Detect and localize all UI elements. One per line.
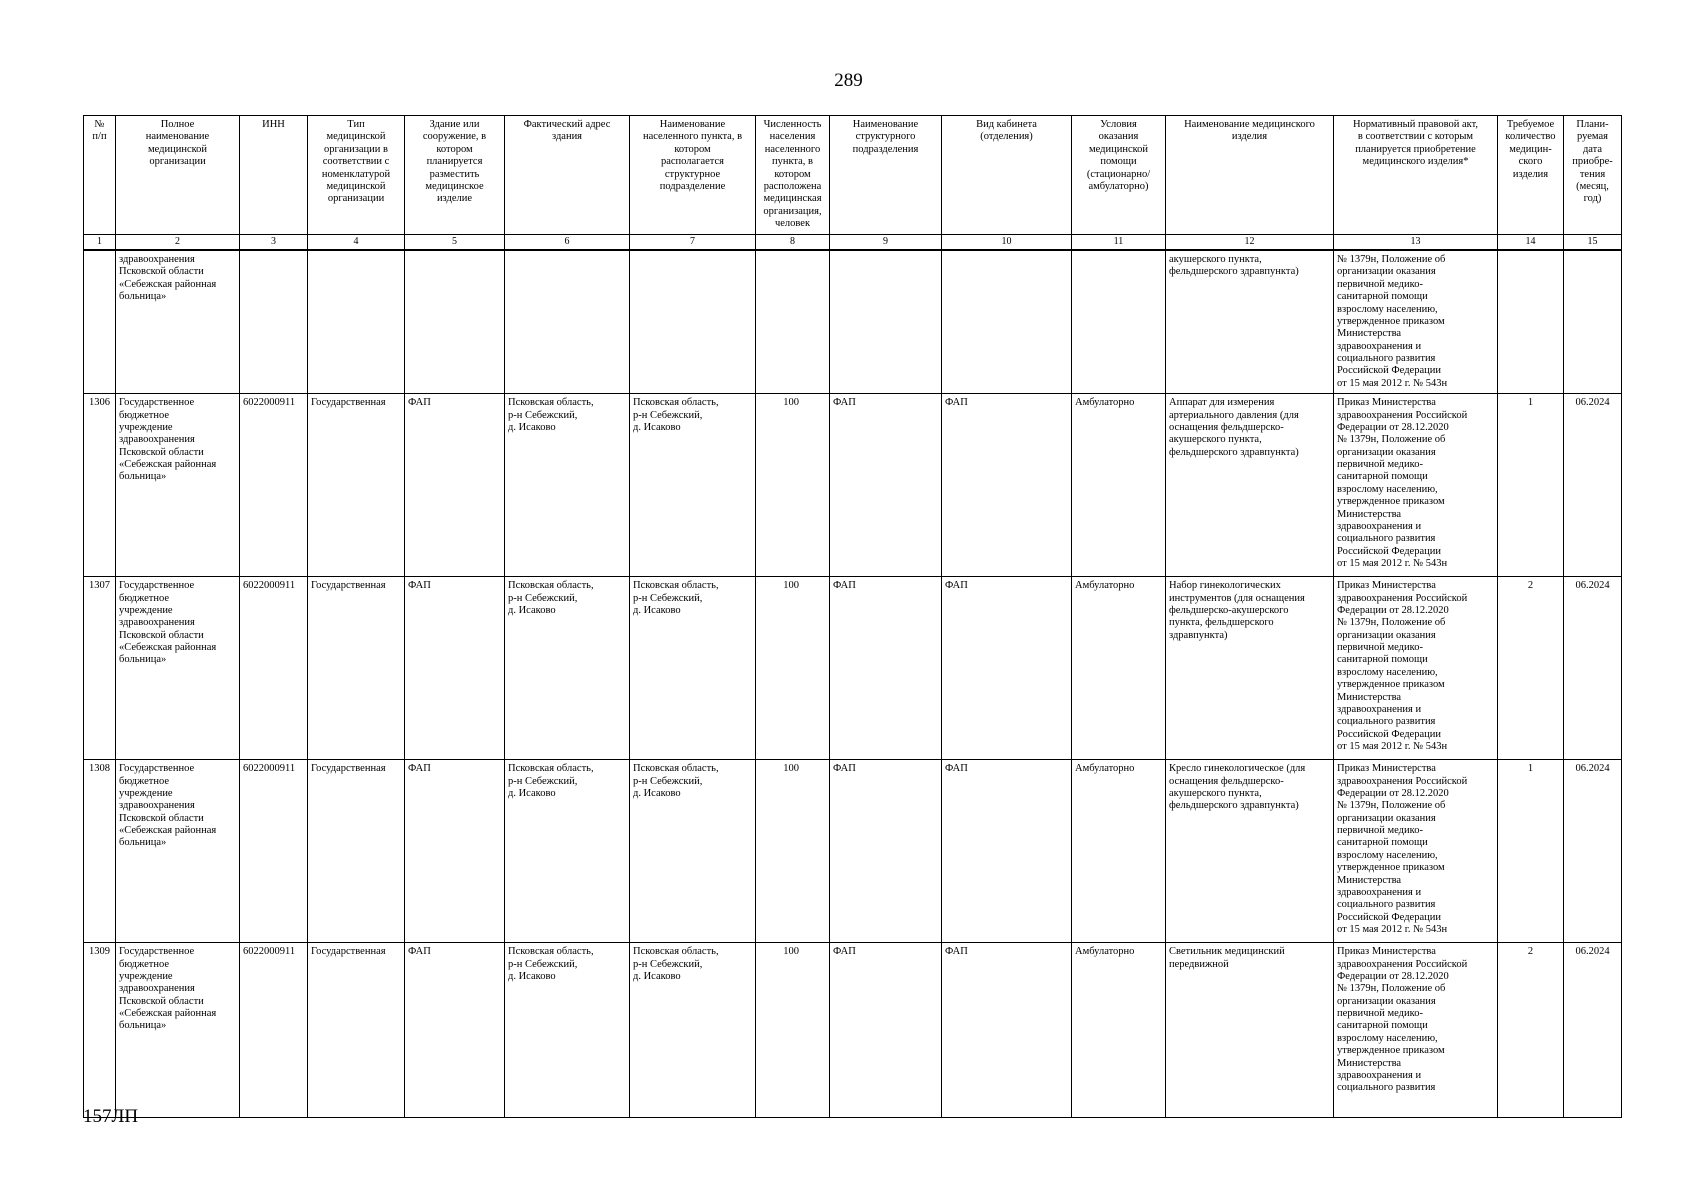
cell-population bbox=[756, 250, 830, 394]
cell-unit: ФАП bbox=[830, 394, 942, 577]
column-number-row bbox=[84, 235, 1622, 251]
cell-num: 1308 bbox=[84, 760, 116, 943]
cell-address: Псковская область, р-н Себежский, д. Исаково bbox=[505, 760, 630, 943]
cell-address: Псковская область, р-н Себежский, д. Исаково bbox=[505, 943, 630, 1118]
column-number: 12 bbox=[1166, 235, 1334, 251]
cell-qty: 1 bbox=[1498, 760, 1564, 943]
column-number: 3 bbox=[240, 235, 308, 251]
cell-act: Приказ Министерства здравоохранения Российской Федерации от 28.12.2020 № 1379н, Положение об организации оказания первичной медико- санитарной помощи взрослому населению, утвержденное приказом Министерства здравоохранения и социального развития Российской Федерации от 15 мая 2012 г. № 543н bbox=[1334, 577, 1498, 760]
cell-date bbox=[1564, 250, 1622, 394]
cell-org: Государственное бюджетное учреждение здравоохранения Псковской области «Себежская районная больница» bbox=[116, 577, 240, 760]
column-number: 11 bbox=[1072, 235, 1166, 251]
cell-type bbox=[308, 250, 405, 394]
cell-conditions: Амбулаторно bbox=[1072, 577, 1166, 760]
cell-population: 100 bbox=[756, 577, 830, 760]
cell-building: ФАП bbox=[405, 394, 505, 577]
cell-building: ФАП bbox=[405, 577, 505, 760]
cell-num: 1307 bbox=[84, 577, 116, 760]
cell-date: 06.2024 bbox=[1564, 943, 1622, 1118]
header-cell: Численность населения населенного пункта, в котором расположена медицинская организация, человек bbox=[756, 116, 830, 235]
cell-settlement: Псковская область, р-н Себежский, д. Исаково bbox=[630, 394, 756, 577]
cell-population: 100 bbox=[756, 394, 830, 577]
column-number: 8 bbox=[756, 235, 830, 251]
cell-inn: 6022000911 bbox=[240, 760, 308, 943]
cell-conditions: Амбулаторно bbox=[1072, 394, 1166, 577]
document-code: 157ЛП bbox=[83, 1106, 139, 1127]
cell-inn: 6022000911 bbox=[240, 577, 308, 760]
cell-act: Приказ Министерства здравоохранения Российской Федерации от 28.12.2020 № 1379н, Положение об организации оказания первичной медико- санитарной помощи взрослому населению, утвержденное приказом Министерства здравоохранения и социального развития Российской Федерации от 15 мая 2012 г. № 543н bbox=[1334, 394, 1498, 577]
table-row bbox=[84, 943, 1622, 1118]
header-cell: ИНН bbox=[240, 116, 308, 235]
cell-cabinet: ФАП bbox=[942, 394, 1072, 577]
column-number: 7 bbox=[630, 235, 756, 251]
cell-type: Государственная bbox=[308, 394, 405, 577]
cell-address: Псковская область, р-н Себежский, д. Исаково bbox=[505, 577, 630, 760]
column-number: 13 bbox=[1334, 235, 1498, 251]
cell-address bbox=[505, 250, 630, 394]
cell-unit: ФАП bbox=[830, 943, 942, 1118]
cell-cabinet: ФАП bbox=[942, 760, 1072, 943]
cell-conditions: Амбулаторно bbox=[1072, 943, 1166, 1118]
column-number: 1 bbox=[84, 235, 116, 251]
cell-date: 06.2024 bbox=[1564, 760, 1622, 943]
column-number: 2 bbox=[116, 235, 240, 251]
cell-population: 100 bbox=[756, 760, 830, 943]
column-number: 9 bbox=[830, 235, 942, 251]
continuation-row bbox=[84, 250, 1622, 394]
header-cell: Наименование населенного пункта, в котором располагается структурное подразделение bbox=[630, 116, 756, 235]
cell-type: Государственная bbox=[308, 577, 405, 760]
cell-org: Государственное бюджетное учреждение здравоохранения Псковской области «Себежская районная больница» bbox=[116, 394, 240, 577]
cell-population: 100 bbox=[756, 943, 830, 1118]
header-cell: Плани- руемая дата приобре- тения (месяц, год) bbox=[1564, 116, 1622, 235]
column-number: 6 bbox=[505, 235, 630, 251]
table-row bbox=[84, 577, 1622, 760]
cell-cabinet bbox=[942, 250, 1072, 394]
header-cell: Тип медицинской организации в соответствии с номенклатурой медицинской организации bbox=[308, 116, 405, 235]
header-cell: Полное наименование медицинской организации bbox=[116, 116, 240, 235]
cell-settlement: Псковская область, р-н Себежский, д. Исаково bbox=[630, 577, 756, 760]
cell-num: 1309 bbox=[84, 943, 116, 1118]
cell-cabinet: ФАП bbox=[942, 943, 1072, 1118]
cell-inn: 6022000911 bbox=[240, 394, 308, 577]
table-row bbox=[84, 760, 1622, 943]
cell-cabinet: ФАП bbox=[942, 577, 1072, 760]
table-row bbox=[84, 394, 1622, 577]
header-cell: Наименование структурного подразделения bbox=[830, 116, 942, 235]
cell-qty: 1 bbox=[1498, 394, 1564, 577]
cell-qty: 2 bbox=[1498, 943, 1564, 1118]
header-cell: Требуемое количество медицин- ского изделия bbox=[1498, 116, 1564, 235]
cell-unit bbox=[830, 250, 942, 394]
cell-building: ФАП bbox=[405, 943, 505, 1118]
cell-device: Кресло гинекологическое (для оснащения фельдшерско- акушерского пункта, фельдшерского здравпункта) bbox=[1166, 760, 1334, 943]
cell-conditions: Амбулаторно bbox=[1072, 760, 1166, 943]
header-cell: Здание или сооружение, в котором планируется разместить медицинское изделие bbox=[405, 116, 505, 235]
cell-act: № 1379н, Положение об организации оказания первичной медико- санитарной помощи взрослому населению, утвержденное приказом Министерства здравоохранения и социального развития Российской Федерации от 15 мая 2012 г. № 543н bbox=[1334, 250, 1498, 394]
cell-date: 06.2024 bbox=[1564, 394, 1622, 577]
page-number: 289 bbox=[834, 70, 863, 91]
header-cell: № п/п bbox=[84, 116, 116, 235]
cell-num: 1306 bbox=[84, 394, 116, 577]
cell-qty: 2 bbox=[1498, 577, 1564, 760]
header-cell: Наименование медицинского изделия bbox=[1166, 116, 1334, 235]
cell-device: Светильник медицинский передвижной bbox=[1166, 943, 1334, 1118]
equipment-table bbox=[83, 115, 1622, 1118]
cell-conditions bbox=[1072, 250, 1166, 394]
cell-settlement bbox=[630, 250, 756, 394]
cell-qty bbox=[1498, 250, 1564, 394]
cell-device: акушерского пункта, фельдшерского здравпункта) bbox=[1166, 250, 1334, 394]
cell-address: Псковская область, р-н Себежский, д. Исаково bbox=[505, 394, 630, 577]
cell-date: 06.2024 bbox=[1564, 577, 1622, 760]
column-number: 4 bbox=[308, 235, 405, 251]
header-cell: Фактический адрес здания bbox=[505, 116, 630, 235]
cell-device: Набор гинекологических инструментов (для оснащения фельдшерско-акушерского пункта, фельдшерского здравпункта) bbox=[1166, 577, 1334, 760]
cell-num bbox=[84, 250, 116, 394]
cell-org: Государственное бюджетное учреждение здравоохранения Псковской области «Себежская районная больница» bbox=[116, 943, 240, 1118]
column-number: 10 bbox=[942, 235, 1072, 251]
cell-device: Аппарат для измерения артериального давления (для оснащения фельдшерско- акушерского пункта, фельдшерского здравпункта) bbox=[1166, 394, 1334, 577]
cell-type: Государственная bbox=[308, 760, 405, 943]
cell-org: Государственное бюджетное учреждение здравоохранения Псковской области «Себежская районная больница» bbox=[116, 760, 240, 943]
column-number: 5 bbox=[405, 235, 505, 251]
header-row bbox=[84, 116, 1622, 235]
header-cell: Вид кабинета (отделения) bbox=[942, 116, 1072, 235]
header-cell: Нормативный правовой акт, в соответствии с которым планируется приобретение медицинского изделия* bbox=[1334, 116, 1498, 235]
cell-org: здравоохранения Псковской области «Себежская районная больница» bbox=[116, 250, 240, 394]
cell-building bbox=[405, 250, 505, 394]
cell-unit: ФАП bbox=[830, 760, 942, 943]
cell-unit: ФАП bbox=[830, 577, 942, 760]
cell-building: ФАП bbox=[405, 760, 505, 943]
header-cell: Условия оказания медицинской помощи (стационарно/ амбулаторно) bbox=[1072, 116, 1166, 235]
cell-settlement: Псковская область, р-н Себежский, д. Исаково bbox=[630, 760, 756, 943]
cell-act: Приказ Министерства здравоохранения Российской Федерации от 28.12.2020 № 1379н, Положение об организации оказания первичной медико- санитарной помощи взрослому населению, утвержденное приказом Министерства здравоохранения и социального развития bbox=[1334, 943, 1498, 1118]
column-number: 14 bbox=[1498, 235, 1564, 251]
cell-inn: 6022000911 bbox=[240, 943, 308, 1118]
cell-settlement: Псковская область, р-н Себежский, д. Исаково bbox=[630, 943, 756, 1118]
cell-type: Государственная bbox=[308, 943, 405, 1118]
cell-act: Приказ Министерства здравоохранения Российской Федерации от 28.12.2020 № 1379н, Положение об организации оказания первичной медико- санитарной помощи взрослому населению, утвержденное приказом Министерства здравоохранения и социального развития Российской Федерации от 15 мая 2012 г. № 543н bbox=[1334, 760, 1498, 943]
cell-inn bbox=[240, 250, 308, 394]
column-number: 15 bbox=[1564, 235, 1622, 251]
